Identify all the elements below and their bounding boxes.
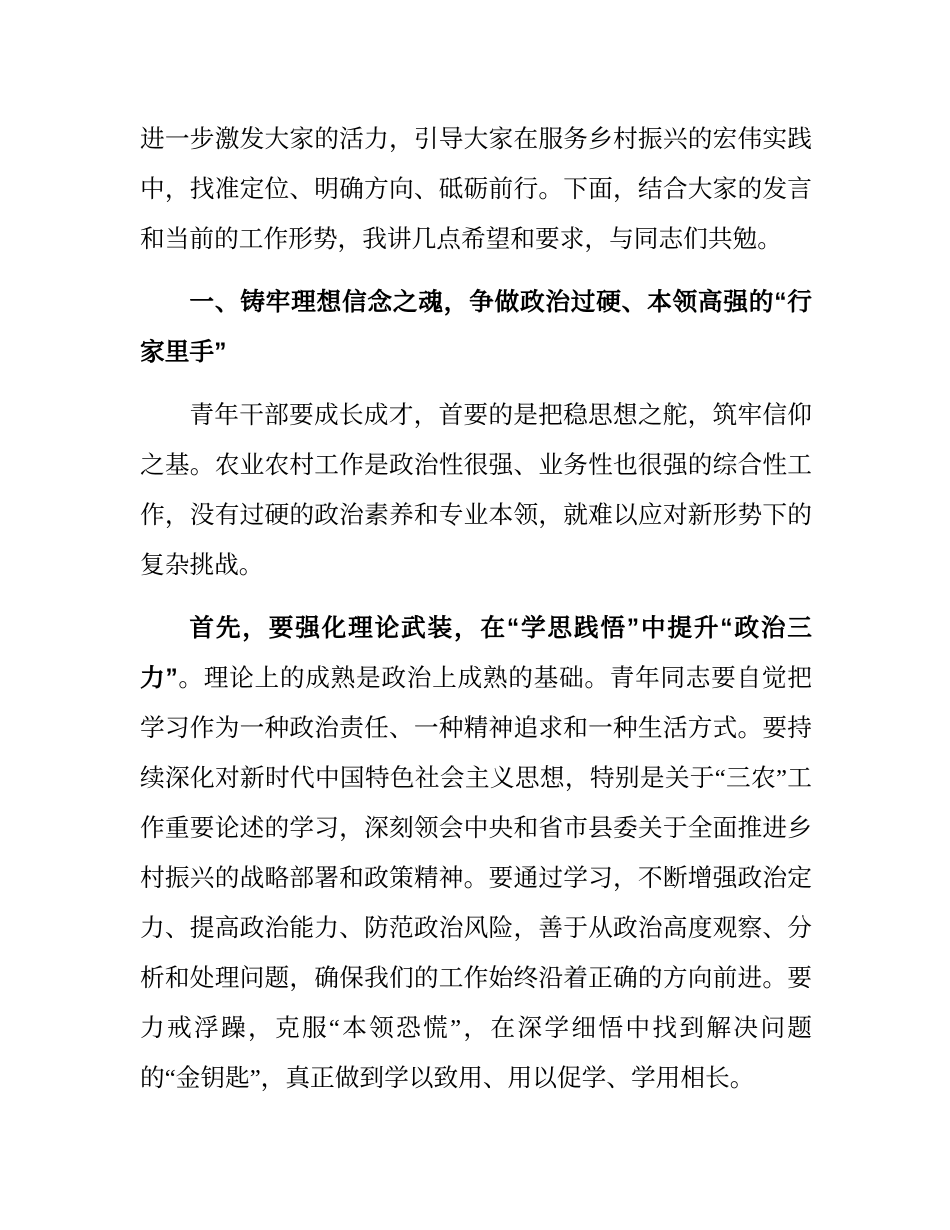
paragraph-continuation: 进一步激发大家的活力，引导大家在服务乡村振兴的宏伟实践中，找准定位、明确方向、砥砺前行。下面，结合大家的发言和当前的工作形势，我讲几点希望和要求，与同志们共勉。 [140, 126, 812, 253]
paragraph-lead-emphasis: 首先，要强化理论武装，在“学思践悟”中提升“政治三力” [140, 615, 812, 692]
paragraph-body: 青年干部要成长成才，首要的是把稳思想之舵，筑牢信仰之基。农业农村工作是政治性很强、业务性也很强的综合性工作，没有过硬的政治素养和专业本领，就难以应对新形势下的复杂挑战。 [140, 402, 812, 579]
paragraph-rest-text: 。理论上的成熟是政治上成熟的基础。青年同志要自觉把学习作为一种政治责任、一种精神追求和一种生活方式。要持续深化对新时代中国特色社会主义思想，特别是关于“三农”工作重要论述的学习，深刻领会中央和省市县委关于全面推进乡村振兴的战略部署和政策精神。要通过学习，不断增强政治定力、提高政治能力、防范政治风险，善于从政治高度观察、分析和处理问题，确保我们的工作始终沿着正确的方向前进。要力戒浮躁，克服“本领恐慌”，在深学细悟中找到解决问题的“金钥匙”，真正做到学以致用、用以促学、学用相长。 [140, 665, 812, 1092]
paragraph-with-lead [140, 604, 812, 1104]
section-heading: 一、铸牢理想信念之魂，争做政治过硬、本领高强的“行家里手” [140, 289, 812, 366]
document-body [140, 115, 812, 1117]
